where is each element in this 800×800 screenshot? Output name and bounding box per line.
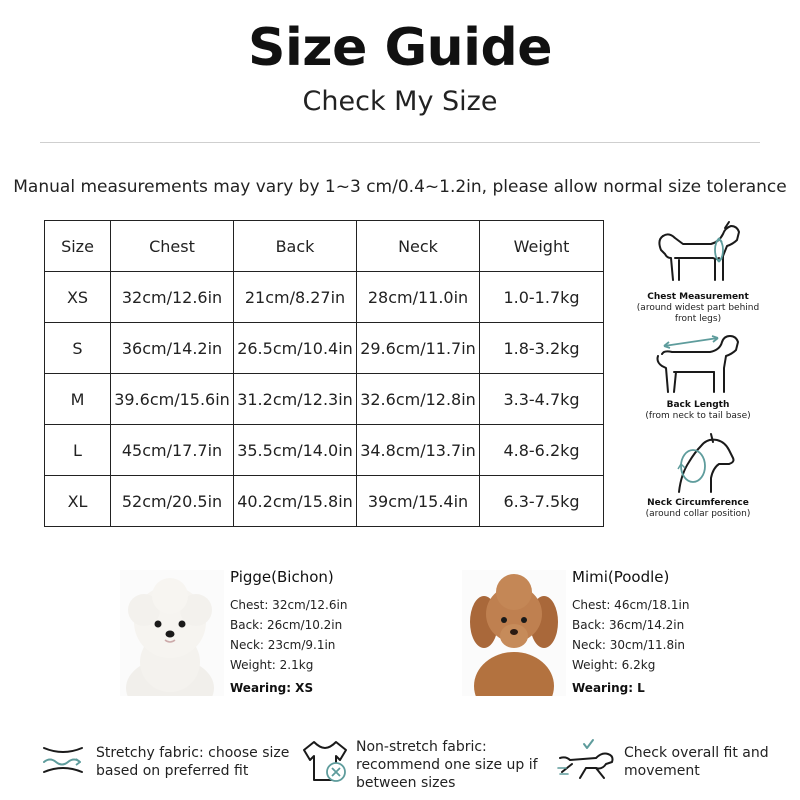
dog-back-bichon: Back: 26cm/10.2in <box>230 618 343 632</box>
tip-nonstretch-line-1: Non-stretch fabric: <box>356 739 487 755</box>
bichon-photo <box>120 570 224 696</box>
cell-neck: 39cm/15.4in <box>357 476 480 527</box>
table-row <box>45 323 604 374</box>
cell-size: XL <box>45 476 111 527</box>
tip-stretch-line-2: based on preferred fit <box>96 763 249 779</box>
cell-size: L <box>45 425 111 476</box>
cell-chest: 39.6cm/15.6in <box>111 374 234 425</box>
table-row <box>45 272 604 323</box>
cell-weight: 4.8-6.2kg <box>480 425 604 476</box>
header-back: Back <box>234 221 357 272</box>
dog-neck-poodle: Neck: 30cm/11.8in <box>572 638 686 652</box>
cell-back: 26.5cm/10.4in <box>234 323 357 374</box>
dog-chest-diagram-icon <box>653 220 743 292</box>
table-row <box>45 476 604 527</box>
cell-size: S <box>45 323 111 374</box>
tolerance-note: Manual measurements may vary by 1~3 cm/0.4~1.2in, please allow normal size tolerance <box>13 177 787 197</box>
cell-weight: 3.3-4.7kg <box>480 374 604 425</box>
chest-diagram-caption: (around widest part behind <box>636 303 760 313</box>
dog-back-diagram-icon <box>650 328 746 400</box>
cell-weight: 1.0-1.7kg <box>480 272 604 323</box>
back-length-diagram <box>628 328 768 422</box>
cell-size: M <box>45 374 111 425</box>
cell-neck: 34.8cm/13.7in <box>357 425 480 476</box>
dog-neck-bichon: Neck: 23cm/9.1in <box>230 638 336 652</box>
dog-name-poodle: Mimi(Poodle) <box>572 568 670 586</box>
cell-back: 35.5cm/14.0in <box>234 425 357 476</box>
tip-stretch-fabric <box>96 744 289 780</box>
cell-chest: 36cm/14.2in <box>111 323 234 374</box>
cell-chest: 45cm/17.7in <box>111 425 234 476</box>
back-diagram-title: Back Length <box>666 400 730 410</box>
tip-nonstretch-line-3: between sizes <box>356 775 456 791</box>
cell-weight: 6.3-7.5kg <box>480 476 604 527</box>
header-divider <box>40 142 760 143</box>
neck-diagram-title: Neck Circumference <box>647 498 749 508</box>
dog-name-bichon: Pigge(Bichon) <box>230 568 334 586</box>
non-stretch-shirt-icon <box>300 738 350 786</box>
header-neck: Neck <box>357 221 480 272</box>
cell-back: 21cm/8.27in <box>234 272 357 323</box>
tip-non-stretch-fabric <box>356 738 538 792</box>
cell-neck: 29.6cm/11.7in <box>357 323 480 374</box>
stretch-fabric-icon <box>40 742 86 778</box>
tip-stretch-line-1: Stretchy fabric: choose size <box>96 745 290 761</box>
poodle-photo <box>462 570 566 696</box>
chest-diagram-title: Chest Measurement <box>647 292 749 302</box>
tip-fit-line-1: Check overall fit and <box>624 745 769 761</box>
cell-neck: 28cm/11.0in <box>357 272 480 323</box>
chest-measurement-diagram <box>628 220 768 325</box>
cell-neck: 32.6cm/12.8in <box>357 374 480 425</box>
dog-weight-bichon: Weight: 2.1kg <box>230 658 314 672</box>
header-weight: Weight <box>480 221 604 272</box>
table-row <box>45 374 604 425</box>
table-row <box>45 425 604 476</box>
table-header-row <box>45 221 604 272</box>
cell-chest: 32cm/12.6in <box>111 272 234 323</box>
page-subtitle: Check My Size <box>302 86 498 117</box>
cell-back: 31.2cm/12.3in <box>234 374 357 425</box>
size-table <box>44 220 604 527</box>
dog-chest-bichon: Chest: 32cm/12.6in <box>230 598 348 612</box>
tip-nonstretch-line-2: recommend one size up if <box>356 757 538 773</box>
running-dog-check-icon <box>556 738 618 784</box>
chest-diagram-caption-2: front legs) <box>674 314 722 324</box>
cell-weight: 1.8-3.2kg <box>480 323 604 374</box>
tip-fit-line-2: movement <box>624 763 700 779</box>
cell-chest: 52cm/20.5in <box>111 476 234 527</box>
header-size: Size <box>45 221 111 272</box>
back-diagram-caption: (from neck to tail base) <box>645 411 751 421</box>
dog-back-poodle: Back: 36cm/14.2in <box>572 618 685 632</box>
dog-wearing-poodle: Wearing: L <box>572 681 645 695</box>
tip-check-fit <box>624 744 769 780</box>
dog-neck-diagram-icon <box>653 428 743 498</box>
header-chest: Chest <box>111 221 234 272</box>
cell-back: 40.2cm/15.8in <box>234 476 357 527</box>
neck-diagram-caption: (around collar position) <box>645 509 751 519</box>
dog-weight-poodle: Weight: 6.2kg <box>572 658 656 672</box>
dog-chest-poodle: Chest: 46cm/18.1in <box>572 598 690 612</box>
cell-size: XS <box>45 272 111 323</box>
page-title: Size Guide <box>248 18 552 78</box>
dog-wearing-bichon: Wearing: XS <box>230 681 314 695</box>
neck-circumference-diagram <box>628 428 768 520</box>
